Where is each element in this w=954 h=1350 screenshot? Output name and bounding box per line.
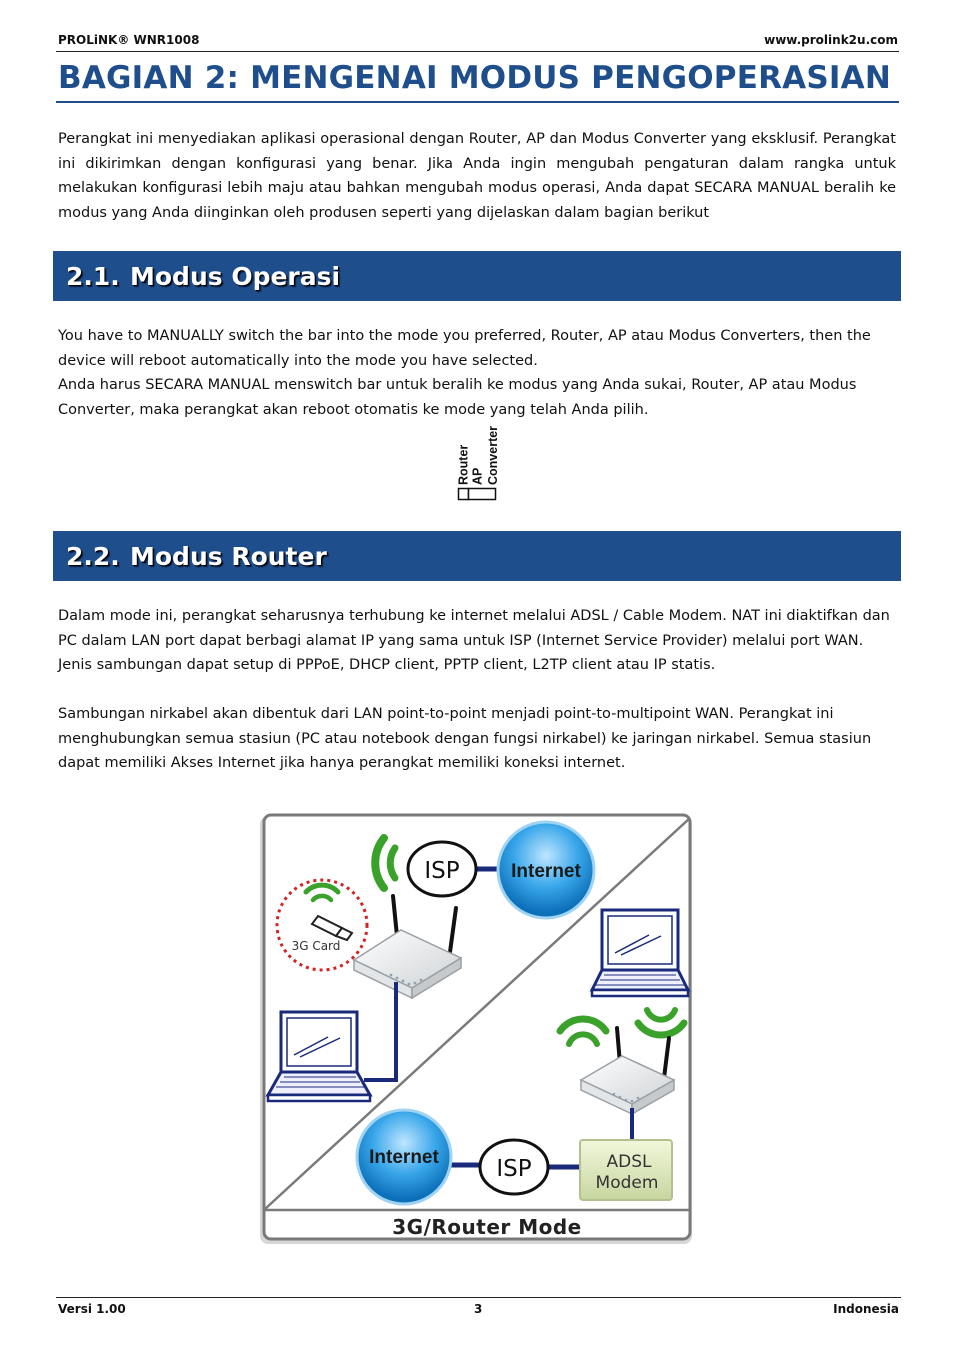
switch-track	[469, 489, 496, 500]
page-title: BAGIAN 2: MENGENAI MODUS PENGOPERASIAN	[58, 60, 891, 96]
section-number: 2.1.	[66, 262, 120, 291]
section-number: 2.2.	[66, 542, 120, 571]
mode-switch-icon	[456, 424, 500, 504]
modem-label-line1: ADSL	[606, 1152, 652, 1172]
isp-label-top: ISP	[424, 858, 460, 884]
footer-version: Versi 1.00	[58, 1302, 126, 1316]
mode-paragraph-id: Anda harus SECARA MANUAL menswitch bar untuk beralih ke modus yang Anda sukai, Router, AP atau Modus Converter, maka perangkat akan reboot otomatis ke mode yang telah Anda pilih.	[58, 377, 857, 418]
footer-page-number: 3	[474, 1302, 483, 1316]
footer-language: Indonesia	[833, 1302, 899, 1316]
isp-label-bottom: ISP	[496, 1156, 532, 1182]
laptop-icon-right	[592, 910, 688, 996]
mode-paragraph-en: You have to MANUALLY switch the bar into the mode you preferred, Router, AP atau Modus Converters, then the device will reboot automatically into the mode you have selected.	[58, 328, 871, 369]
3g-card-label: 3G Card	[291, 939, 341, 953]
section-title: Modus Operasi	[130, 262, 341, 291]
section-title: Modus Router	[130, 542, 327, 571]
header-website: www.prolink2u.com	[764, 33, 898, 47]
laptop-icon-left	[268, 1012, 370, 1101]
switch-label-converter: Converter	[486, 425, 500, 485]
modem-label-line2: Modem	[595, 1173, 659, 1193]
internet-label-top: Internet	[511, 861, 581, 882]
switch-knob	[459, 489, 469, 500]
router-paragraph-2: Sambungan nirkabel akan dibentuk dari LAN point-to-point menjadi point-to-multipoint WAN. Perangkat ini menghubungkan semua stasiun (PC atau notebook dengan fungsi nirkabel) ke jaringan nirkabel. Semua stasiun dapat memiliki Akses Internet jika hanya perangkat memiliki koneksi internet.	[58, 706, 872, 772]
header-product: PROLiNK® WNR1008	[58, 33, 200, 47]
diagram-caption: 3G/Router Mode	[392, 1215, 582, 1239]
router-paragraph-1: Dalam mode ini, perangkat seharusnya terhubung ke internet melalui ADSL / Cable Modem. NAT ini diaktifkan dan PC dalam LAN port dapat berbagi alamat IP yang sama untuk ISP (Internet Service Provider) melalui port WAN. Jenis sambungan dapat setup di PPPoE, DHCP client, PPTP client, L2TP client atau IP statis.	[58, 608, 890, 674]
router-mode-diagram	[256, 812, 696, 1248]
footer-divider	[56, 1297, 901, 1298]
switch-label-router: Router	[456, 444, 471, 485]
intro-paragraph: Perangkat ini menyediakan aplikasi operasional dengan Router, AP dan Modus Converter yang eksklusif. Perangkat ini dikirimkan dengan konfigurasi yang benar. Jika Anda ingin mengubah pengaturan dalam rangka untuk melakukan konfigurasi lebih maju atau bahkan mengubah modus operasi, Anda dapat SECARA MANUAL beralih ke modus yang Anda diinginkan oleh produsen seperti yang dijelaskan dalam bagian berikut	[58, 131, 896, 221]
switch-label-ap: AP	[470, 467, 485, 485]
header-divider	[56, 51, 899, 52]
section-band-modus-router	[53, 531, 901, 581]
title-underline	[56, 101, 899, 103]
section-band-modus-operasi	[53, 251, 901, 301]
internet-label-bottom: Internet	[369, 1147, 439, 1168]
